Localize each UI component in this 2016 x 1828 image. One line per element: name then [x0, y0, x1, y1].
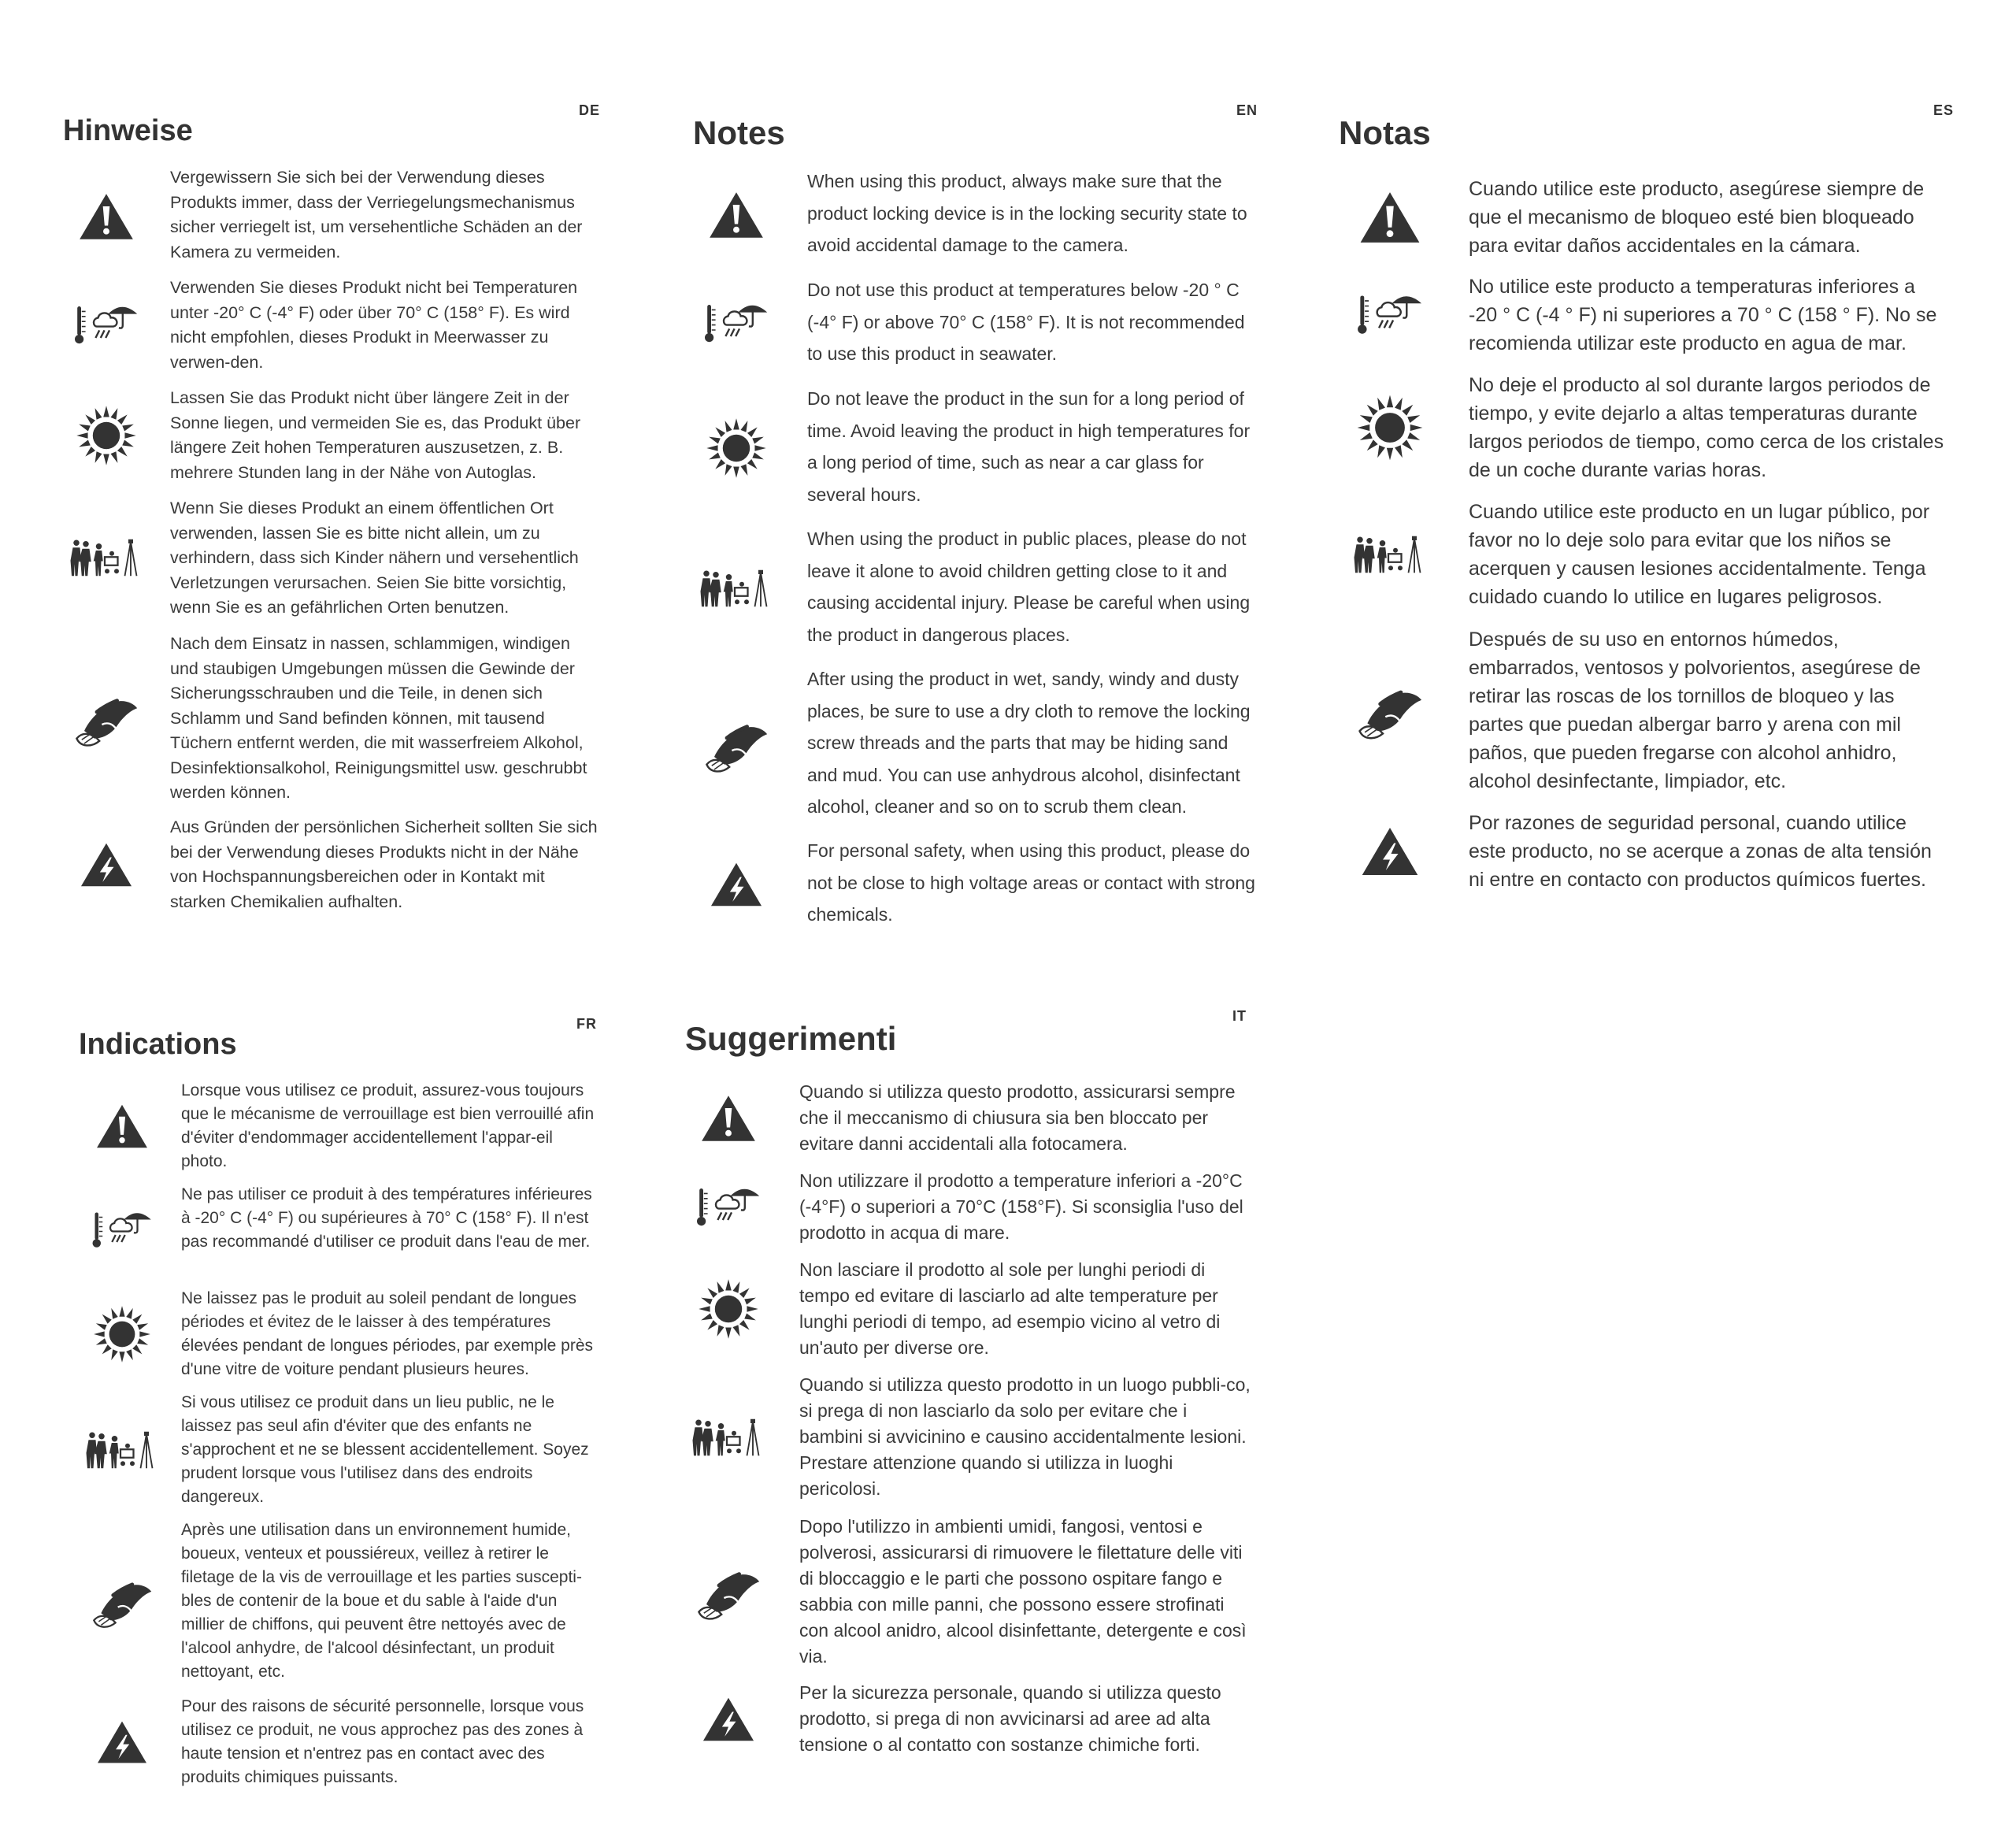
temperature-weather-icon — [693, 1168, 764, 1247]
public-place-icon — [691, 1372, 762, 1502]
section-en: Notes EN When using this product, always make sure that the product locking device is in the locking security state to avoid accidental damage to the camera. Do not use this product at temperatures below -20 ° C (-4° F) or above 70° C (158° F). It is not recommended to use this product in seawater. Do not leave the product in the sun for a long period of time. Avoid leaving the product in high temperatures for a long period of time, such as near a car glass for several hours. When using the product in public places, please do not leave it alone to avoid children getting close to it and causing accidental injury. Please be careful when using the product in dangerous places. After using the product in wet, sandy, windy and dusty places, be sure to use a dry cloth to remove the locking screw threads and the parts that may be hiding sand and mud. You can use anhydrous alcohol, disinfectant alcohol, cleaner and so on to scrub them clean. For personal safety, when using this product, please do not be close to high voltage areas or contact with strong chemicals. — [693, 102, 1260, 937]
public-place-icon — [69, 496, 140, 618]
sun-icon — [701, 383, 772, 513]
sun-icon — [87, 1287, 158, 1381]
cleaning-icon — [701, 663, 772, 825]
warning-icon — [87, 1079, 158, 1174]
language-code: FR — [576, 1016, 597, 1032]
language-code: ES — [1933, 102, 1955, 118]
warning-icon — [1354, 175, 1425, 260]
high-voltage-icon — [1354, 809, 1425, 894]
high-voltage-icon — [701, 835, 772, 933]
section-de: Hinweise DE Vergewissern Sie sich bei der Verwendung dieses Produkts immer, dass der Verriegelungsmechanismus sicher verriegelt ist, um versehentliche Schäden an der Kamera zu vermeiden. Verwenden Sie dieses Produkt nicht bei Temperaturen unter -20° C (-4° F) oder über 70° C (158° F). Es wird nicht empfohlen, dieses Produkt in Meerwasser zu verwen-den. Lassen Sie das Produkt nicht über längere Zeit in der Sonne liegen, und vermeiden Sie es, das Produkt über längere Zeit hohen Temperaturen auszusetzen, z. B. mehrere Stunden lang in der Nähe von Autoglas. Wenn Sie dieses Produkt an einem öffentlichen Ort verwenden, lassen Sie es bitte nicht allein, um zu verhindern, dass sich Kinder nähern und versehentlich Verletzungen verursachen. Seien Sie bitte vorsichtig, wenn Sie es an gefährlichen Orten benutzen. Nach dem Einsatz in nassen, schlammigen, windigen und staubigen Umgebungen müssen die Gewinde der Sicherungsschrauben und die Teile, in denen sich Schlamm und Sand befinden können, mit tausend Tüchern entfernt werden, die mit wasserfreiem Alkohol, Desinfektionsalkohol, Reinigungsmittel usw. geschrubbt werden können. Aus Gründen der persönlichen Sicherheit sollten Sie sich bei der Verwendung dieses Produkts nicht in der Nähe von Hochspannungsbereichen oder in Kontakt mit starken Chemikalien aufhalten. — [63, 102, 598, 929]
temperature-weather-icon — [1354, 273, 1425, 358]
sun-icon — [71, 386, 142, 484]
cleaning-icon — [693, 1514, 764, 1670]
high-voltage-icon — [693, 1680, 764, 1759]
temperature-weather-icon — [701, 274, 772, 373]
section-title: Hinweise — [63, 114, 193, 147]
public-place-icon — [699, 523, 770, 653]
temperature-weather-icon — [87, 1183, 158, 1277]
language-code: IT — [1232, 1008, 1247, 1024]
high-voltage-icon — [87, 1695, 158, 1789]
section-title: Notas — [1339, 114, 1431, 151]
public-place-icon — [85, 1391, 156, 1509]
section-fr: Indications FR Lorsque vous utilisez ce produit, assurez-vous toujours que le mécanisme de verrouillage est bien verrouillé afin d'éviter d'endommager accidentellement l'appar-eil photo. Ne pas utiliser ce produit à des températures inférieures à -20° C (-4° F) ou supérieures à 70° C (158° F). Il n'est pas recommandé d'utiliser ce produit dans l'eau de mer. Ne laissez pas le produit au soleil pendant de longues périodes et évitez de le laisser à des températures élevées pendant de longues périodes, par exemple près d'une vitre de voiture pendant plusieurs heures. Si vous utilisez ce produit dans un lieu public, ne le laissez pas seul afin d'éviter que des enfants ne s'approchent et ne se blessent accidentellement. Soyez prudent lorsque vous l'utilisez dans des endroits dangereux. Après une utilisation dans un environnement humide, boueux, venteux et poussiéreux, veillez à retirer le filetage de la vis de verrouillage et les parties suscepti-bles de contenir de la boue et du sable à l'aide d'un millier de chiffons, qui peuvent être nettoyés avec de l'alcool anhydre, de l'alcool désinfectant, un produit nettoyant, etc. Pour des raisons de sécurité personnelle, lorsque vous utilisez ce produit, ne vous approchez pas des zones à haute tension et n'entrez pas en contact avec des produits chimiques puissants. — [79, 1016, 598, 1804]
warning-icon — [71, 165, 142, 268]
language-code: DE — [579, 102, 601, 118]
section-title: Indications — [79, 1028, 237, 1061]
section-title: Suggerimenti — [685, 1020, 897, 1057]
section-es: Notas ES Cuando utilice este producto, asegúrese siempre de que el mecanismo de bloqueo esté bien bloqueado para evitar daños accidentales en la cámara. No utilice este producto a temperaturas inferiores a -20 ° C (-4 ° F) ni superiores a 70 ° C (158 ° F). No se recomienda utilizar este producto en agua de mar. No deje el producto al sol durante largos periodos de tiempo, y evite dejarlo a altas temperaturas durante largos periodos de tiempo, como cerca de los cristales de un coche durante varias horas. Cuando utilice este producto en un lugar público, por favor no lo deje solo para evitar que los niños se acerquen y causen lesiones accidentalmente. Tenga cuidado cuando lo utilice en lugares peligrosos. Después de su uso en entornos húmedos, embarrados, ventosos y polvorientos, asegúrese de retirar las roscas de los tornillos de bloqueo y las partes que puedan albergar barro y arena con mil paños, que pueden fregarse con alcohol anhidro, alcohol desinfectante, limpiador, etc. Por razones de seguridad personal, cuando utilice este producto, no se acerque a zonas de alta tensión ni entre en contacto con productos químicos fuertes. — [1339, 102, 1953, 937]
warning-icon — [701, 165, 772, 264]
temperature-weather-icon — [71, 276, 142, 374]
high-voltage-icon — [71, 815, 142, 914]
warning-icon — [693, 1079, 764, 1158]
language-code: EN — [1236, 102, 1258, 118]
sun-icon — [693, 1257, 764, 1361]
section-title: Notes — [693, 114, 785, 151]
cleaning-icon — [71, 632, 142, 805]
public-place-icon — [1353, 498, 1424, 611]
sun-icon — [1354, 371, 1425, 484]
cleaning-icon — [1354, 625, 1425, 795]
section-it: Suggerimenti IT Quando si utilizza questo prodotto, assicurarsi sempre che il meccanismo di chiusura sia ben bloccato per evitare danni accidentali alla fotocamera. Non utilizzare il prodotto a temperature inferiori a -20°C (-4°F) o superiori a 70°C (158°F). Si sconsiglia l'uso del prodotto in acqua di mare. Non lasciare il prodotto al sole per lunghi periodi di tempo ed evitare di lasciarlo ad alte temperature per lunghi periodi di tempo, ad esempio vicino al vetro di un'auto per diverse ore. Quando si utilizza questo prodotto in un luogo pubbli-co, si prega di non lasciarlo da solo per evitare che i bambini si avvicinino e causino accidentalmente lesioni. Prestare attenzione quando si utilizza in luoghi pericolosi. Dopo l'utilizzo in ambienti umidi, fangosi, ventosi e polverosi, assicurarsi di rimuovere le filettature delle viti di bloccaggio e le parti che possono ospitare fango e sabbia con mille panni, che possono essere strofinati con alcool anidro, alcool disinfettante, detergente e così via. Per la sicurezza personale, quando si utilizza questo prodotto, si prega di non avvicinarsi ad aree ad alta tensione o al contatto con sostanze chimiche forti. — [685, 1008, 1252, 1764]
cleaning-icon — [87, 1518, 158, 1684]
